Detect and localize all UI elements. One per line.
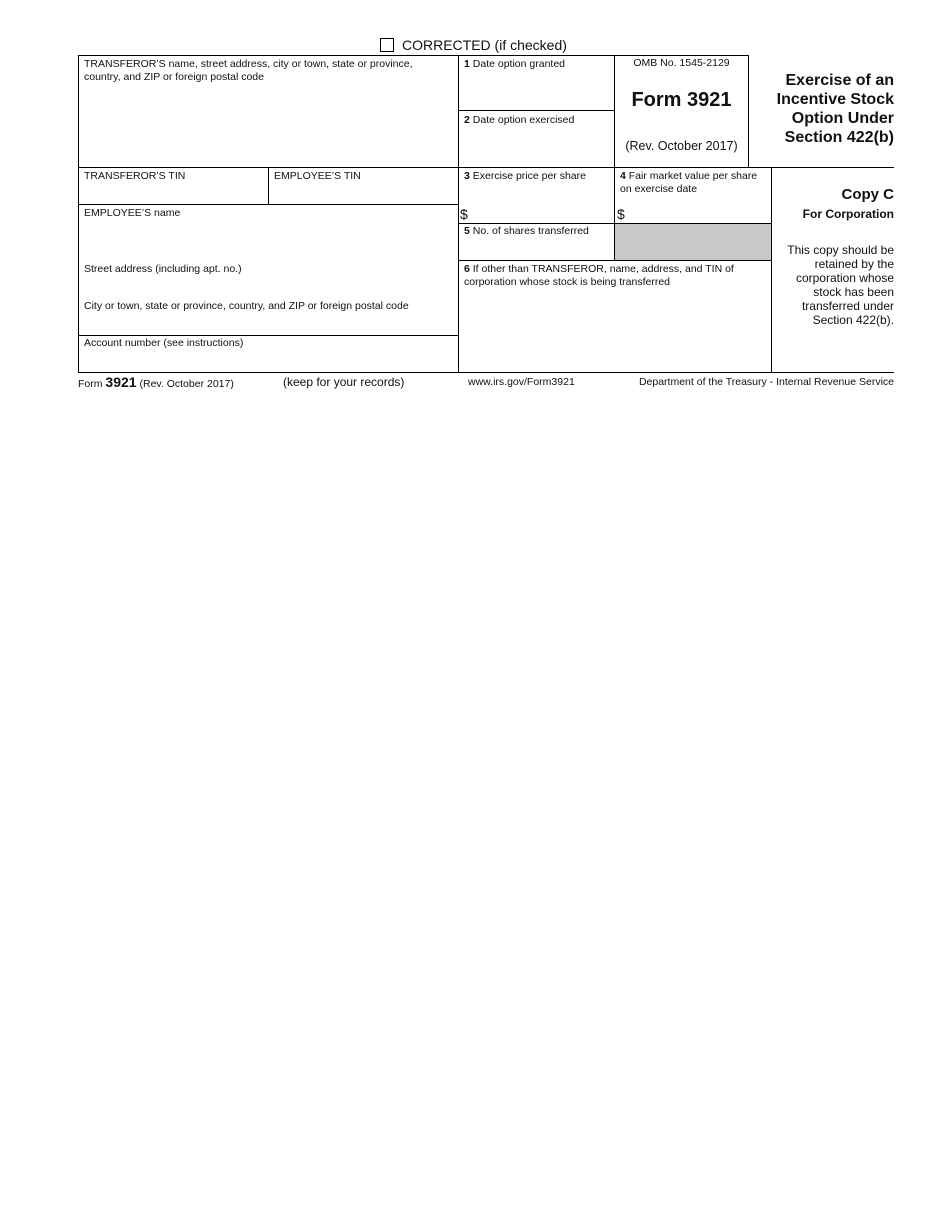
box5-field[interactable] <box>459 239 614 260</box>
box3-field[interactable] <box>472 198 613 222</box>
transferor-info-label: TRANSFEROR’S name, street address, city or town, state or province, country, and ZIP or foreign postal code <box>84 58 413 83</box>
corrected-checkbox[interactable] <box>380 38 394 52</box>
rule <box>748 55 749 167</box>
copy-title: Copy C <box>841 186 894 203</box>
account-number-field[interactable] <box>79 351 458 371</box>
box2-label: 2 Date option exercised <box>464 114 575 126</box>
transferor-tin-field[interactable] <box>79 184 268 204</box>
box3-label: 3 Exercise price per share <box>464 170 586 182</box>
transferor-tin-label: TRANSFEROR’S TIN <box>84 170 186 182</box>
account-number-label: Account number (see instructions) <box>84 337 244 349</box>
rule <box>78 204 458 205</box>
box1-label: 1 Date option granted <box>464 58 565 70</box>
footer-department: Department of the Treasury - Internal Revenue Service <box>638 376 894 388</box>
shaded-area <box>615 224 771 260</box>
rule <box>458 110 614 111</box>
box1-field[interactable] <box>459 72 614 110</box>
footer-url: www.irs.gov/Form3921 <box>468 376 575 388</box>
box6-label: 6 If other than TRANSFEROR, name, address, and TIN of corporation whose stock is being transferred <box>464 263 734 288</box>
box4-label: 4 Fair market value per share on exercise date <box>620 170 758 195</box>
box3-dollar: $ <box>460 206 468 222</box>
footer-keep: (keep for your records) <box>283 375 405 389</box>
street-address-field[interactable] <box>79 277 458 297</box>
box2-field[interactable] <box>459 128 614 166</box>
employee-tin-field[interactable] <box>269 184 458 204</box>
box4-dollar: $ <box>617 206 625 222</box>
employee-tin-label: EMPLOYEE’S TIN <box>274 170 361 182</box>
city-field[interactable] <box>79 314 458 334</box>
city-label: City or town, state or province, country, and ZIP or foreign postal code <box>84 300 409 312</box>
employee-name-field[interactable] <box>79 221 458 259</box>
corrected-label: CORRECTED (if checked) <box>402 37 567 53</box>
street-address-label: Street address (including apt. no.) <box>84 263 242 275</box>
box4-field[interactable] <box>629 198 770 222</box>
rule <box>458 55 749 56</box>
rule <box>458 260 771 261</box>
copy-note: This copy should be retained by the corporation whose stock has been transferred under Section 422(b). <box>787 243 894 327</box>
form-full-title: Exercise of an Incentive Stock Option Under Section 422(b) <box>776 72 894 146</box>
rev-date: (Rev. October 2017) <box>625 139 738 153</box>
rule <box>78 372 894 373</box>
form-title: Form 3921 <box>631 89 732 111</box>
rule <box>78 55 458 56</box>
omb-number: OMB No. 1545-2129 <box>633 57 730 69</box>
footer-form-id: Form 3921 (Rev. October 2017) <box>78 374 234 390</box>
rule <box>771 167 772 373</box>
rule <box>78 335 458 336</box>
copy-subtitle: For Corporation <box>802 207 894 221</box>
box6-field[interactable] <box>459 292 771 372</box>
employee-name-label: EMPLOYEE’S name <box>84 207 181 219</box>
box5-label: 5 No. of shares transferred <box>464 225 589 237</box>
transferor-info-field[interactable] <box>79 86 458 166</box>
